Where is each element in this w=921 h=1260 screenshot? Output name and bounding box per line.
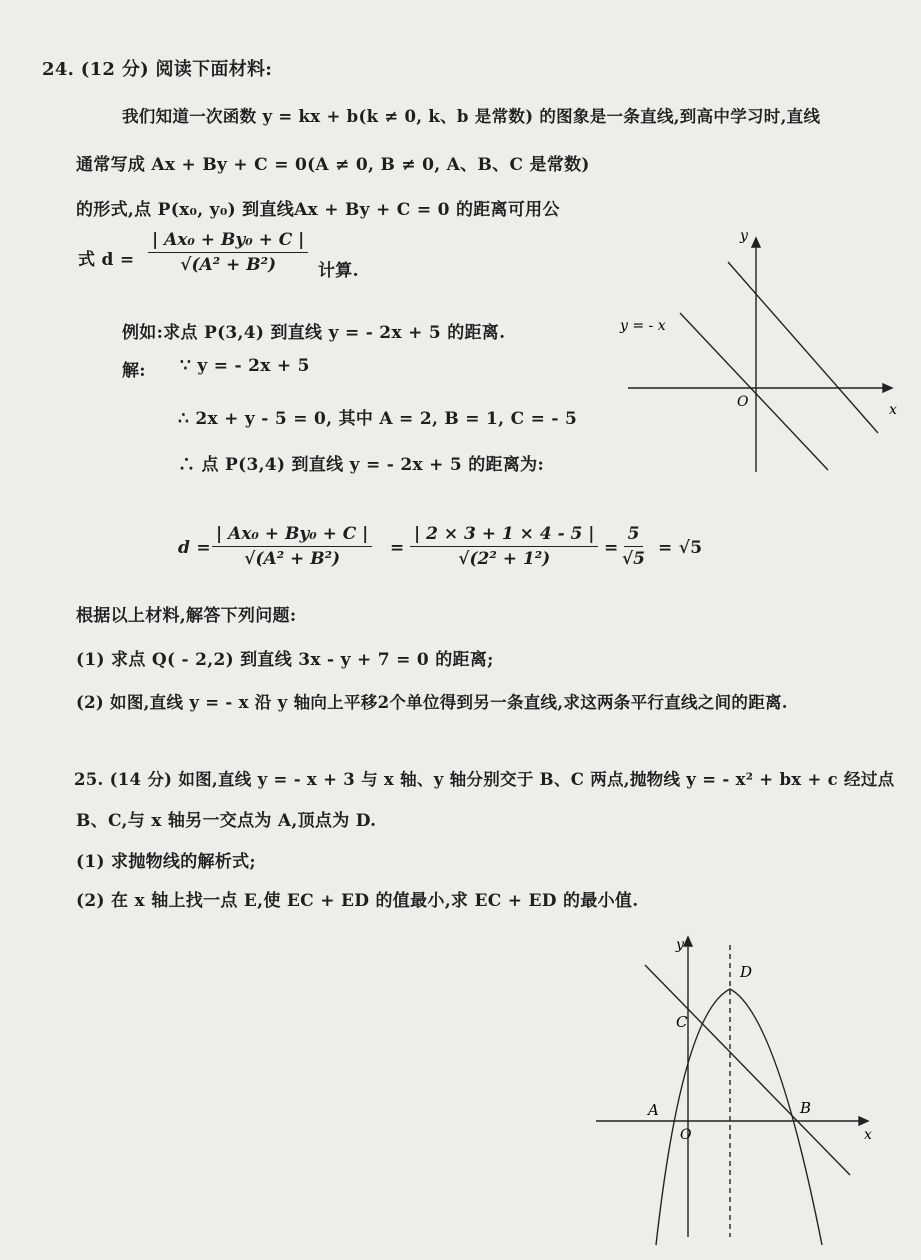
q25-part-2: (2) 在 x 轴上找一点 E,使 EC + ED 的值最小,求 EC + ED 的最小值. (76, 891, 639, 911)
q24-line-shifted (728, 262, 878, 433)
q24-part-2: (2) 如图,直线 y = - x 沿 y 轴向上平移2个单位得到另一条直线,求这两条平行直线之间的距离. (76, 693, 788, 712)
q24-d-num-2: | 2 × 3 + 1 × 4 - 5 | (410, 524, 598, 547)
q24-formula-suffix: 计算. (318, 261, 359, 281)
q25-x-label: x (864, 1127, 872, 1143)
q24-paragraph-1: 我们知道一次函数 y = kx + b(k ≠ 0, k、b 是常数) 的图象是一条直线,到高中学习时,直线 (122, 107, 821, 126)
q24-line-y-neg-x (680, 313, 828, 470)
q25-origin-label: O (680, 1127, 692, 1143)
q24-d-result: = √5 (658, 538, 703, 558)
q25-line-2: B、C,与 x 轴另一交点为 A,顶点为 D. (76, 811, 377, 831)
q24-d-num-3: 5 (624, 524, 644, 547)
q24-formula-denominator: √(A² + B²) (180, 255, 277, 275)
q24-formula-prefix: 式 d = (78, 250, 135, 270)
q24-part-1: (1) 求点 Q( - 2,2) 到直线 3x - y + 7 = 0 的距离; (76, 650, 494, 670)
q24-solution-step-2: ∴ 2x + y - 5 = 0, 其中 A = 2, B = 1, C = - 5 (178, 409, 578, 429)
q24-x-arrow-icon (883, 384, 892, 392)
q25-x-arrow-icon (859, 1117, 868, 1125)
q24-paragraph-3: 的形式,点 P(x₀, y₀) 到直线Ax + By + C = 0 的距离可用公 (76, 200, 560, 220)
q25-point-d: D (740, 963, 753, 981)
q25-point-b: B (800, 1099, 812, 1117)
q25-part-1: (1) 求抛物线的解析式; (76, 852, 257, 872)
q24-example: 例如:求点 P(3,4) 到直线 y = - 2x + 5 的距离. (122, 323, 506, 343)
q24-paragraph-2: 通常写成 Ax + By + C = 0(A ≠ 0, B ≠ 0, A、B、C 是常数) (76, 155, 590, 175)
q24-y-label: y (740, 228, 748, 244)
q24-x-label: x (889, 402, 897, 418)
q25-line-1: 25. (14 分) 如图,直线 y = - x + 3 与 x 轴、y 轴分别交于 B、C 两点,抛物线 y = - x² + bx + c 经过点 (74, 770, 895, 789)
q24-d-equals-1: = (390, 538, 405, 558)
q24-header: 24. (12 分) 阅读下面材料: (42, 59, 273, 80)
q24-d-den-2: √(2² + 1²) (458, 549, 551, 569)
q24-task-intro: 根据以上材料,解答下列问题: (76, 606, 297, 626)
q24-d-label: d = (178, 538, 211, 558)
q25-graph (590, 925, 890, 1255)
q24-y-arrow-icon (752, 238, 760, 247)
q25-y-arrow-icon (684, 937, 692, 946)
q24-solution-step-1: ∵ y = - 2x + 5 (180, 356, 310, 376)
q24-d-fraction-2 (410, 524, 598, 569)
q24-distance-formula (148, 230, 308, 275)
q24-solution-label: 解: (122, 361, 146, 381)
q24-graph (600, 220, 910, 490)
q24-d-num-1: | Ax₀ + By₀ + C | (212, 524, 372, 547)
q24-line-label: y = - x (620, 318, 666, 334)
q24-d-den-3: √5 (622, 549, 646, 569)
q25-y-label: y (676, 937, 684, 953)
q24-solution-step-3: ∴ 点 P(3,4) 到直线 y = - 2x + 5 的距离为: (178, 455, 545, 475)
q25-point-a: A (648, 1101, 659, 1119)
q24-d-fraction-1 (212, 524, 372, 569)
q24-d-equals-2: = (604, 538, 619, 558)
q24-d-fraction-3 (622, 524, 645, 569)
q25-line-bc (645, 965, 850, 1175)
q25-point-c: C (676, 1013, 688, 1031)
q24-formula-numerator: | Ax₀ + By₀ + C | (148, 230, 308, 253)
q24-d-den-1: √(A² + B²) (244, 549, 341, 569)
q24-origin-label: O (737, 394, 749, 410)
